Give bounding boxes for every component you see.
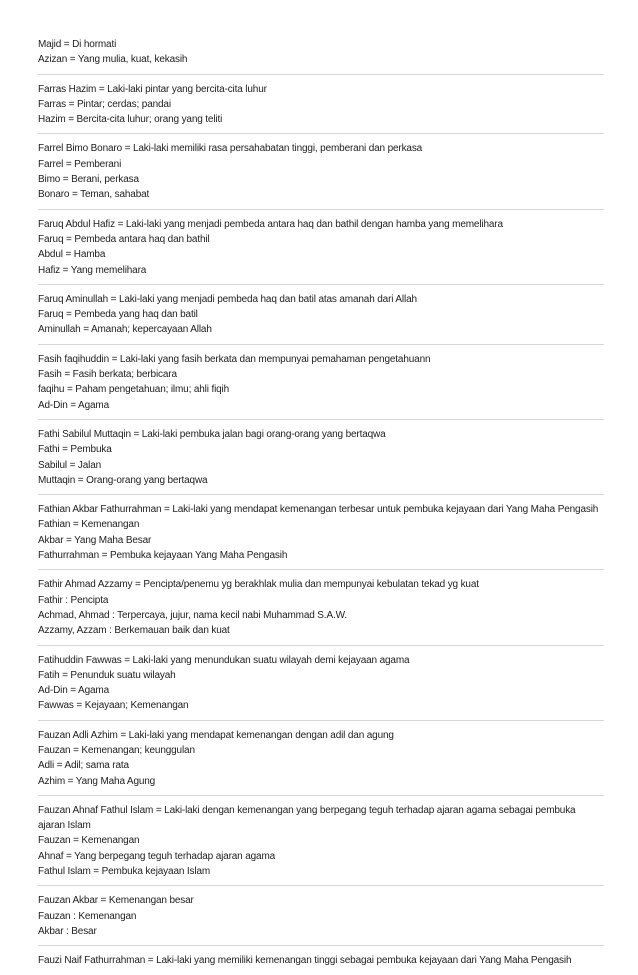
document-body	[38, 37, 604, 969]
entry-detail-line: Fathurrahman = Pembuka kejayaan Yang Maha Pengasih	[38, 550, 288, 562]
name-entry	[38, 419, 604, 488]
entry-detail-line: Fathul Islam = Pembuka kejayaan Islam	[38, 866, 211, 878]
name-entry	[38, 37, 604, 68]
entry-heading-line: Farras Hazim = Laki-laki pintar yang bercita-cita luhur	[38, 83, 267, 95]
entry-detail-line: Sabilul = Jalan	[38, 459, 102, 471]
entry-detail-line: Fauzan = Kemenangan; keunggulan	[38, 744, 195, 756]
entry-detail-line: faqihu = Paham pengetahuan; ilmu; ahli fiqih	[38, 384, 230, 396]
entry-detail-line: Fauzan = Kemenangan	[38, 835, 140, 847]
entry-detail-line: Fatih = Penunduk suatu wilayah	[38, 669, 176, 681]
entry-detail-line: Fathi = Pembuka	[38, 444, 112, 456]
entry-heading-line: Faruq Aminullah = Laki-laki yang menjadi pembeda haq dan batil atas amanah dari Allah	[38, 293, 417, 305]
entry-heading-line: Fathian Akbar Fathurrahman = Laki-laki yang mendapat kemenangan terbesar untuk pembuka kejayaan dari Yang Maha Pengasih	[38, 504, 599, 516]
entry-heading-line: Fasih faqihuddin = Laki-laki yang fasih berkata dan mempunyai pemahaman pengetahuann	[38, 353, 431, 365]
entry-heading-line: Faruq Abdul Hafiz = Laki-laki yang menjadi pembeda antara haq dan bathil dengan hamba yang memelihara	[38, 218, 503, 230]
entry-heading-line: Majid = Di hormati	[38, 39, 117, 50]
name-entry	[38, 284, 604, 338]
entry-detail-line: Faruq = Pembeda antara haq dan bathil	[38, 233, 210, 245]
entry-detail-line: Muttaqin = Orang-orang yang bertaqwa	[38, 474, 208, 486]
name-entry	[38, 494, 604, 563]
name-entry	[38, 720, 604, 789]
entry-heading-line: Fathi Sabilul Muttaqin = Laki-laki pembuka jalan bagi orang-orang yang bertaqwa	[38, 428, 386, 440]
entry-detail-line: Fathir : Pencipta	[38, 594, 109, 606]
entry-detail-line: Farrel = Pemberani	[38, 158, 122, 170]
entry-heading-line: Fauzan Akbar = Kemenangan besar	[38, 895, 194, 907]
entry-heading-line: Fatihuddin Fawwas = Laki-laki yang menundukan suatu wilayah demi kejayaan agama	[38, 654, 410, 666]
entry-detail-line: Ad-Din = Agama	[38, 685, 109, 697]
entry-detail-line: Adli = Adil; sama rata	[38, 760, 129, 772]
entry-detail-line: Farras = Pintar; cerdas; pandai	[38, 98, 171, 110]
entry-detail-line: Achmad, Ahmad : Terpercaya, jujur, nama kecil nabi Muhammad S.A.W.	[38, 609, 347, 621]
entry-detail-line: Abdul = Hamba	[38, 249, 106, 261]
entry-detail-line: Fauzan : Kemenangan	[38, 910, 137, 922]
entry-detail-line: Azhim = Yang Maha Agung	[38, 775, 156, 787]
entry-detail-line: Faruq = Pembeda yang haq dan batil	[38, 309, 198, 321]
name-entry	[38, 209, 604, 278]
entry-heading-line: Fauzi Naif Fathurrahman = Laki-laki yang memiliki kemenangan tinggi sebagai pembuka kejayaan dari Yang Maha Pengasih	[38, 955, 572, 967]
entry-detail-line: Bonaro = Teman, sahabat	[38, 189, 150, 201]
name-entry	[38, 795, 604, 879]
entry-detail-line: Hafiz = Yang memelihara	[38, 264, 147, 276]
name-entry	[38, 885, 604, 939]
entry-detail-line: Fasih = Fasih berkata; berbicara	[38, 369, 177, 381]
entry-detail-line: Bimo = Berani, perkasa	[38, 174, 139, 186]
entry-heading-line: Farrel Bimo Bonaro = Laki-laki memiliki rasa persahabatan tinggi, pemberani dan perkasa	[38, 143, 423, 155]
entry-heading-line: Fauzan Adli Azhim = Laki-laki yang mendapat kemenangan dengan adil dan agung	[38, 729, 394, 741]
entry-detail-line: Azzamy, Azzam : Berkemauan baik dan kuat	[38, 625, 230, 637]
name-entry	[38, 945, 604, 968]
entry-detail-line: Aminullah = Amanah; kepercayaan Allah	[38, 324, 212, 336]
entry-detail-line: Ad-Din = Agama	[38, 399, 109, 411]
entry-detail-line: Ahnaf = Yang berpegang teguh terhadap ajaran agama	[38, 850, 276, 862]
entry-detail-line: Fathian = Kemenangan	[38, 519, 140, 531]
name-entry	[38, 645, 604, 714]
entry-detail-line: Hazim = Bercita-cita luhur; orang yang teliti	[38, 114, 223, 126]
name-entry	[38, 133, 604, 202]
entry-detail-line: Akbar : Besar	[38, 925, 97, 937]
entry-detail-line: Akbar = Yang Maha Besar	[38, 534, 152, 546]
name-entry	[38, 344, 604, 413]
name-entry	[38, 74, 604, 128]
entry-detail-line: Azizan = Yang mulia, kuat, kekasih	[38, 54, 188, 66]
entry-detail-line: Fawwas = Kejayaan; Kemenangan	[38, 700, 189, 712]
entry-heading-line: Fauzan Ahnaf Fathul Islam = Laki-laki dengan kemenangan yang berpegang teguh terhadap ajaran agama sebagai pembuka ajaran Islam	[38, 804, 576, 832]
entry-heading-line: Fathir Ahmad Azzamy = Pencipta/penemu yg berakhlak mulia dan mempunyai kebulatan tekad yg kuat	[38, 579, 479, 591]
name-entry	[38, 569, 604, 638]
